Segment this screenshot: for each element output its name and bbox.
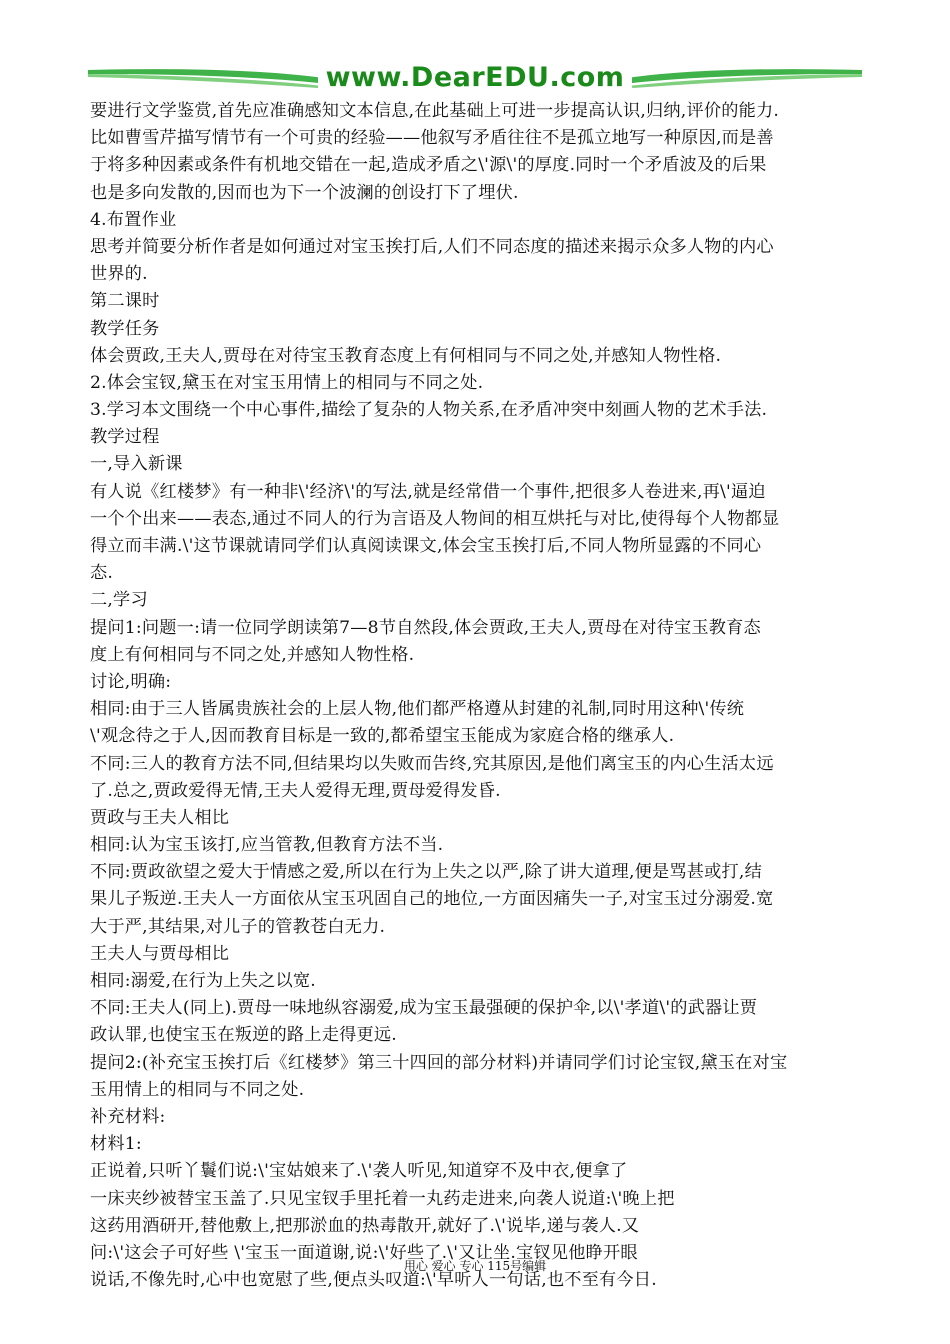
text-line: 不同:王夫人(同上).贾母一味地纵容溺爱,成为宝玉最强硬的保护伞,以\'孝道\'的武器让贾 [90, 998, 758, 1019]
text-line: 相同:由于三人皆属贵族社会的上层人物,他们都严格遵从封建的礼制,同时用这种\'传统 [90, 699, 745, 720]
text-line: 果儿子叛逆.王夫人一方面依从宝玉巩固自己的地位,一方面因痛失一子,对宝玉过分溺爱.宽 [90, 889, 774, 910]
text-line: 补充材料: [90, 1106, 166, 1127]
text-line: 比如曹雪芹描写情节有一个可贵的经验——他叙写矛盾往往不是孤立地写一种原因,而是善 [90, 128, 774, 149]
text-line: 了.总之,贾政爱得无情,王夫人爱得无理,贾母爱得发昏. [90, 780, 501, 801]
text-line: 度上有何相同与不同之处,并感知人物性格. [90, 644, 415, 665]
text-line: 问:\'这会子可好些 \'宝玉一面道谢,说:\'好些了.\'又让坐.宝钗见他睁开眼 [90, 1242, 638, 1263]
text-line: 教学过程 [90, 427, 160, 448]
text-line: 正说着,只听丫鬟们说:\'宝姑娘来了.\'袭人听见,知道穿不及中衣,便拿了 [90, 1161, 628, 1182]
text-line: 3.学习本文围绕一个中心事件,描绘了复杂的人物关系,在矛盾冲突中刻画人物的艺术手法. [90, 400, 768, 421]
text-line: 4.布置作业 [90, 209, 177, 230]
text-line: 教学任务 [90, 318, 160, 339]
text-line: 提问2:(补充宝玉挨打后《红楼梦》第三十四回的部分材料)并请同学们讨论宝钗,黛玉在对宝 [90, 1052, 788, 1073]
text-line: 说话,不像先时,心中也宽慰了些,便点头叹道:\'早听人一句话,也不至有今日. [90, 1270, 657, 1291]
text-line: \'观念待之于人,因而教育目标是一致的,都希望宝玉能成为家庭合格的继承人. [90, 726, 675, 747]
text-line: 体会贾政,王夫人,贾母在对待宝玉教育态度上有何相同与不同之处,并感知人物性格. [90, 345, 722, 366]
site-header [88, 58, 862, 98]
text-line: 提问1:问题一:请一位同学朗读第7—8节自然段,体会贾政,王夫人,贾母在对待宝玉教育态 [90, 617, 761, 638]
text-line: 2.体会宝钗,黛玉在对宝玉用情上的相同与不同之处. [90, 372, 484, 393]
document-body [90, 98, 870, 1294]
text-line: 一个个出来——表态,通过不同人的行为言语及人物间的相互烘托与对比,使得每个人物都显 [90, 508, 780, 529]
text-line: 王夫人与贾母相比 [90, 943, 230, 964]
text-line: 不同:三人的教育方法不同,但结果均以失败而告终,究其原因,是他们离宝玉的内心生活太远 [90, 753, 774, 774]
text-line: 第二课时 [90, 291, 160, 312]
text-line: 一,导入新课 [90, 454, 183, 475]
text-line: 贾政与王夫人相比 [90, 807, 230, 828]
text-line: 有人说《红楼梦》有一种非\'经济\'的写法,就是经常借一个事件,把很多人卷进来,再\'逼迫 [90, 481, 766, 502]
text-line: 态. [90, 563, 114, 584]
text-line: 大于严,其结果,对儿子的管教苍白无力. [90, 916, 386, 937]
text-line: 思考并简要分析作者是如何通过对宝玉挨打后,人们不同态度的描述来揭示众多人物的内心 [90, 236, 774, 257]
text-line: 相同:溺爱,在行为上失之以宽. [90, 971, 316, 991]
site-logo-text[interactable]: www.DearEDU.com [318, 62, 633, 93]
text-line: 世界的. [90, 264, 148, 285]
text-line: 讨论,明确: [90, 671, 172, 692]
text-line: 二,学习 [90, 590, 148, 611]
text-line: 相同:认为宝玉该打,应当管教,但教育方法不当. [90, 835, 444, 856]
text-line: 玉用情上的相同与不同之处. [90, 1079, 305, 1100]
text-line: 一床夹纱被替宝玉盖了.只见宝钗手里托着一丸药走进来,向袭人说道:\'晚上把 [90, 1188, 675, 1209]
text-line: 于将多种因素或条件有机地交错在一起,造成矛盾之\'源\'的厚度.同时一个矛盾波及的后果 [90, 155, 767, 176]
text-line: 也是多向发散的,因而也为下一个波澜的创设打下了埋伏. [90, 182, 519, 203]
text-line: 得立而丰满.\'这节课就请同学们认真阅读课文,体会宝玉挨打后,不同人物所显露的不同心 [90, 536, 762, 556]
site-logo[interactable] [88, 62, 862, 94]
text-line: 要进行文学鉴赏,首先应准确感知文本信息,在此基础上可进一步提高认识,归纳,评价的能力. [90, 101, 780, 121]
text-line: 政认罪,也使宝玉在叛逆的路上走得更远. [90, 1025, 397, 1046]
text-line: 不同:贾政欲望之爱大于情感之爱,所以在行为上失之以严,除了讲大道理,便是骂甚或打,结 [90, 862, 762, 883]
text-line: 这药用酒研开,替他敷上,把那淤血的热毒散开,就好了.\'说毕,递与袭人.又 [90, 1215, 640, 1236]
text-line: 材料1: [90, 1134, 142, 1155]
page-footer: 用心 爱心 专心 115号编辑 [403, 1259, 547, 1273]
